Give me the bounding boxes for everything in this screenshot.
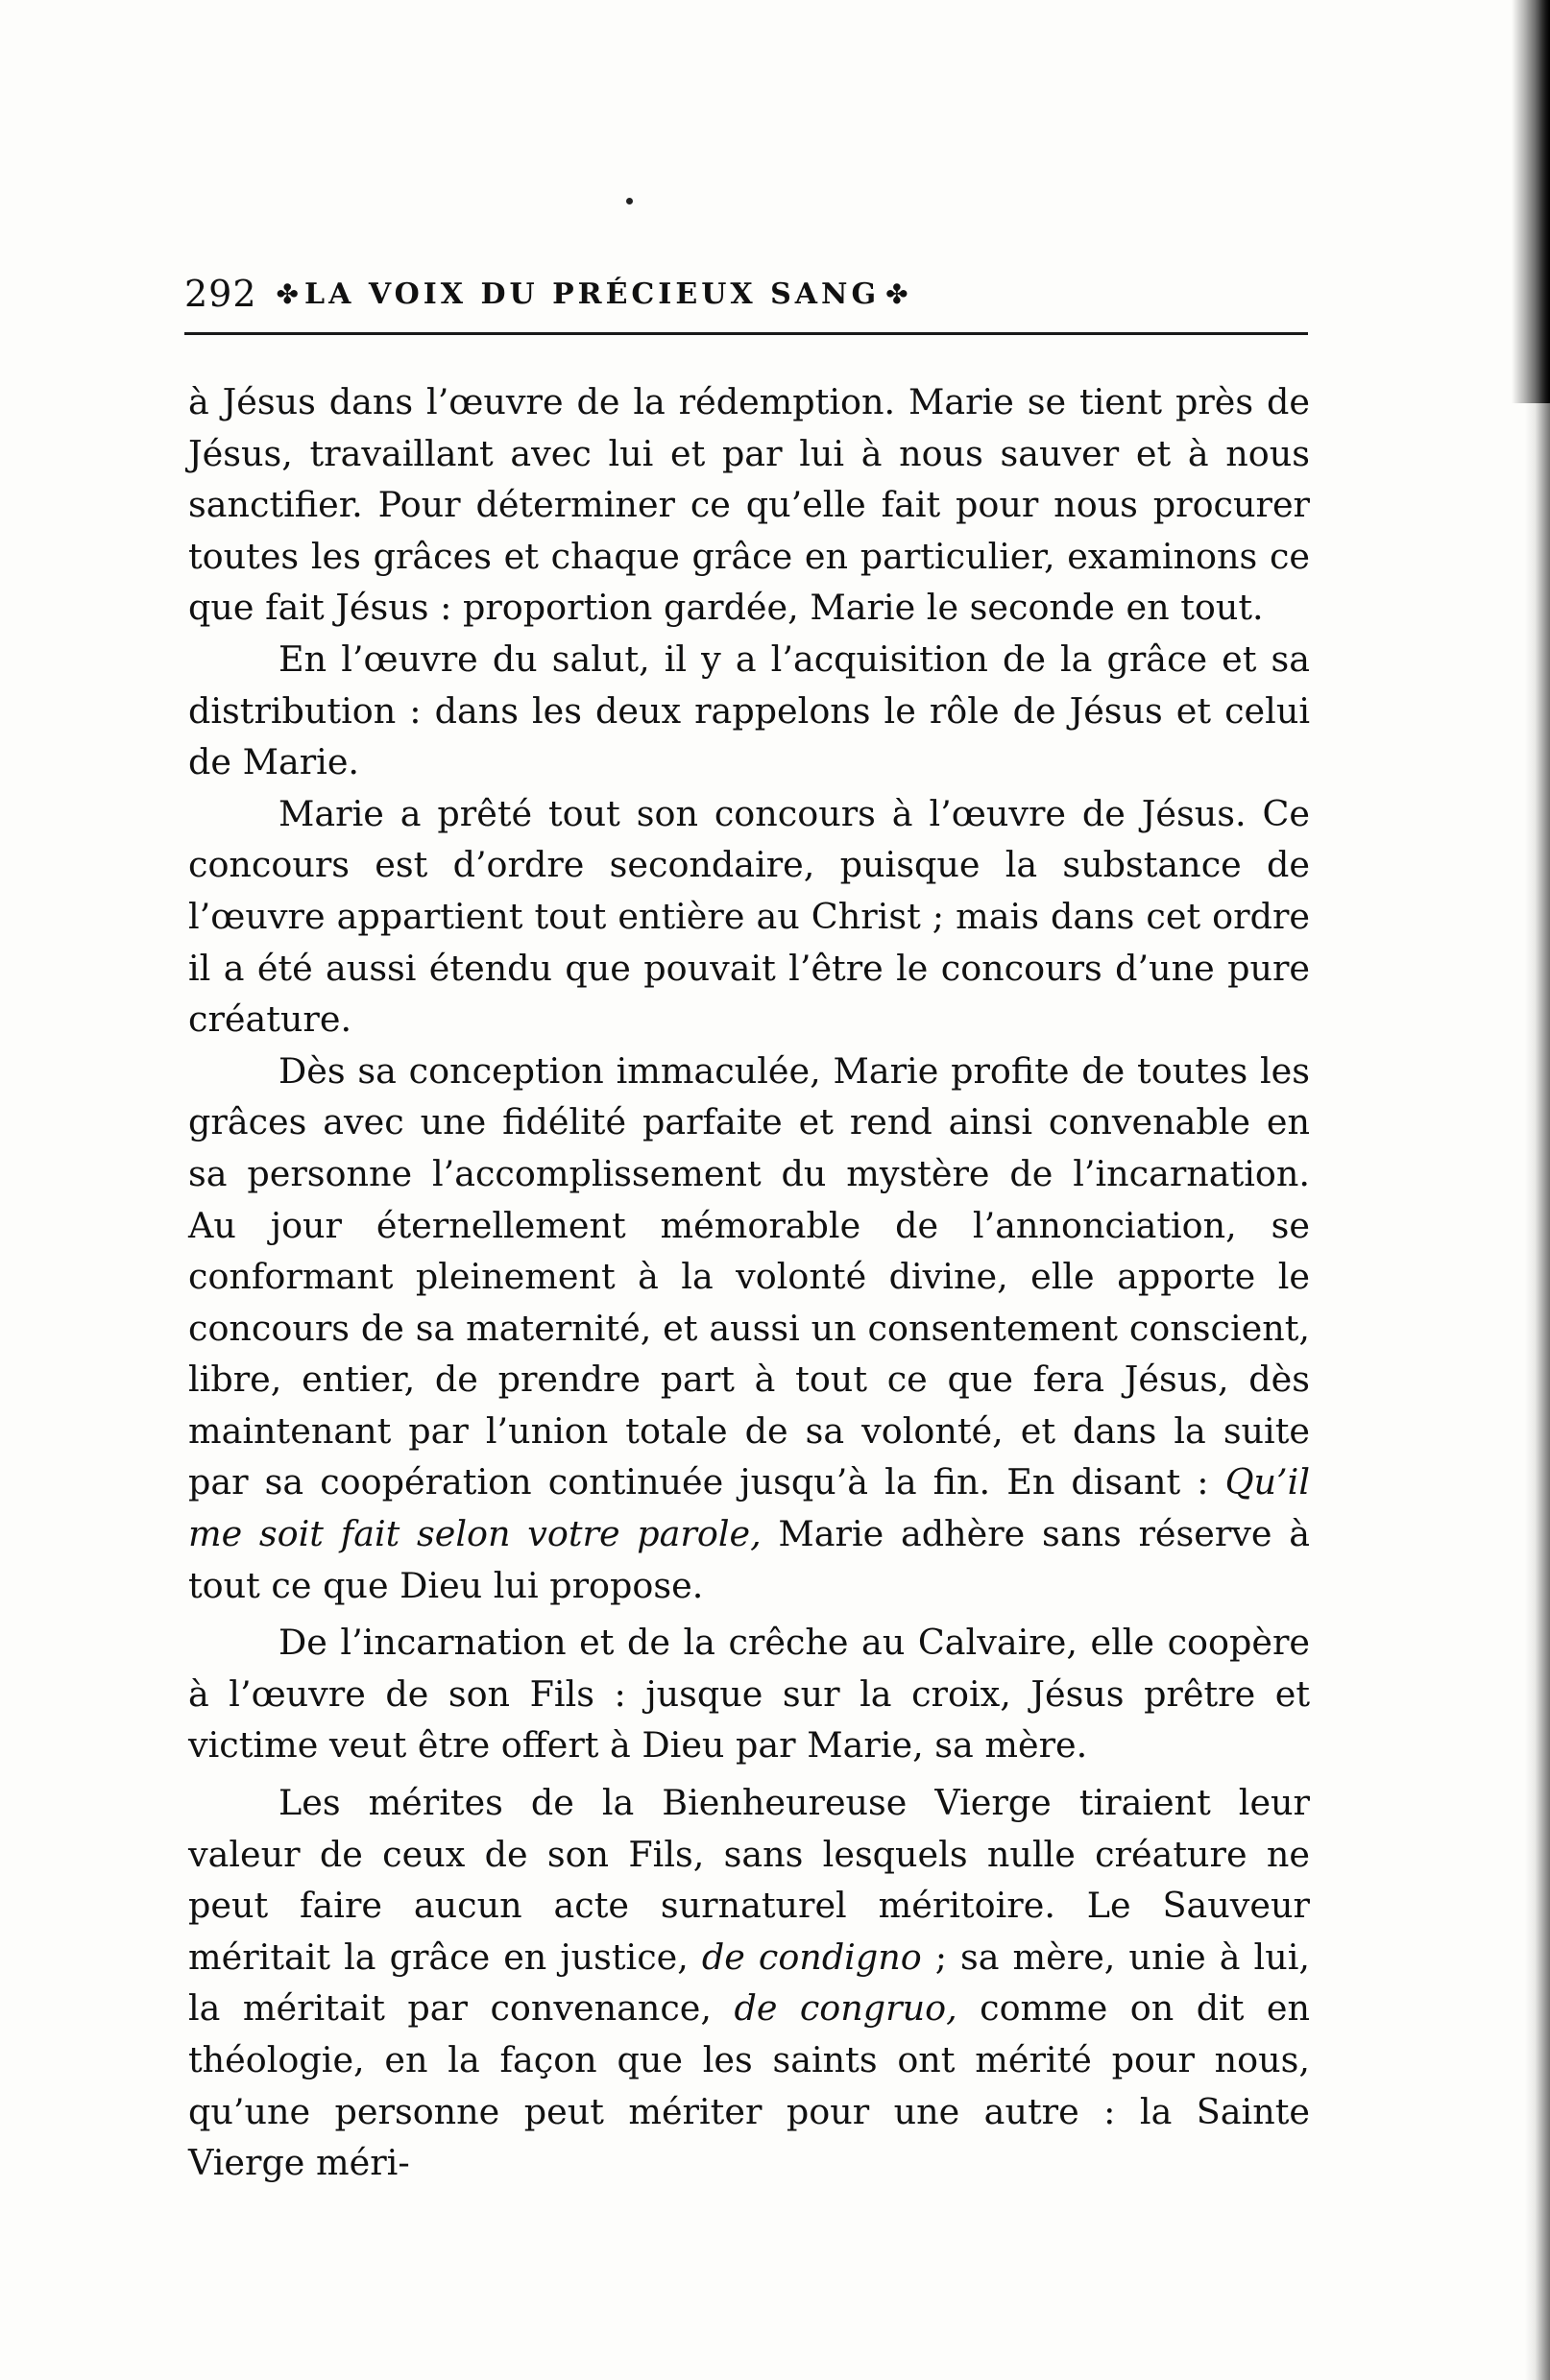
italic-quote: Qu’il me soit fait selon votre parole, <box>188 1461 1310 1555</box>
running-title: LA VOIX DU PRÉCIEUX SANG <box>304 276 881 311</box>
page-number: 292 <box>184 273 257 315</box>
paragraph-text: Marie adhère sans réserve à tout ce que Dieu lui propose. <box>188 1513 1310 1606</box>
ornament-icon: ✤ <box>276 277 299 310</box>
paragraph: En l’œuvre du salut, il y a l’acquisition de la grâce et sa distribution : dans les deux rappelons le rôle de Jésus et celui de Marie. <box>188 637 1310 783</box>
paragraph-text: ; sa mère, unie à lui, la méritait par convenance, <box>188 1935 1310 2030</box>
paragraph: à Jésus dans l’œuvre de la rédemption. Marie se tient près de Jésus, travaillant avec lui et par lui à nous sauver et à nous sanctifier. Pour déterminer ce qu’elle fait pour nous procurer toutes les grâces et chaque grâce en particulier, examinons ce que fait Jésus : proportion gardée, Marie le seconde en tout. <box>188 381 1310 629</box>
ink-speck <box>626 198 633 204</box>
paragraph-text: Dès sa conception immaculée, Marie profite de toutes les grâces avec une fidélité parfaite et rend ainsi convenable en sa personne l’accomplissement du mystère de l’incarnation. Au jour éternellement mémorable de l’annonciation, se conformant pleinement à la volonté divine, elle apporte le concours de sa maternité, et aussi un consentement conscient, libre, entier, de prendre part à tout ce que fera Jésus, dès maintenant par l’union totale de sa volonté, et dans la suite par sa coopération continuée jusqu’à la fin. En disant : <box>188 1049 1310 1503</box>
italic-term: de condigno <box>701 1935 922 1978</box>
paragraph: De l’incarnation et de la crêche au Calvaire, elle coopère à l’œuvre de son Fils : jusque sur la croix, Jésus prêtre et victime veut être offert à Dieu par Marie, sa mère. <box>188 1622 1310 1767</box>
ornament-icon: ✤ <box>885 277 908 310</box>
body-text <box>188 376 1310 2189</box>
paragraph <box>188 1046 1310 1612</box>
header-rule <box>184 332 1308 335</box>
paragraph-text: comme on dit en théologie, en la façon que les saints ont mérité pour nous, qu’une personne peut mériter pour une autre : la Sainte Vierge méri- <box>188 1987 1310 2184</box>
italic-term: de congruo, <box>734 1987 957 2030</box>
page-header <box>184 271 1308 317</box>
paragraph: Marie a prêté tout son concours à l’œuvre de Jésus. Ce concours est d’ordre secondaire, puisque la substance de l’œuvre appartient tout entière au Christ ; mais dans cet ordre il a été aussi étendu que pouvait l’être le concours d’une pure créature. <box>188 792 1310 1041</box>
scan-edge-shadow-top <box>1512 0 1550 403</box>
paragraph-text: Les mérites de la Bienheureuse Vierge tiraient leur valeur de ceux de son Fils, sans lesquels nulle créature ne peut faire aucun acte surnaturel méritoire. Le Sauveur méritait la grâce en justice, <box>188 1782 1310 1978</box>
paragraph <box>188 1777 1310 2189</box>
